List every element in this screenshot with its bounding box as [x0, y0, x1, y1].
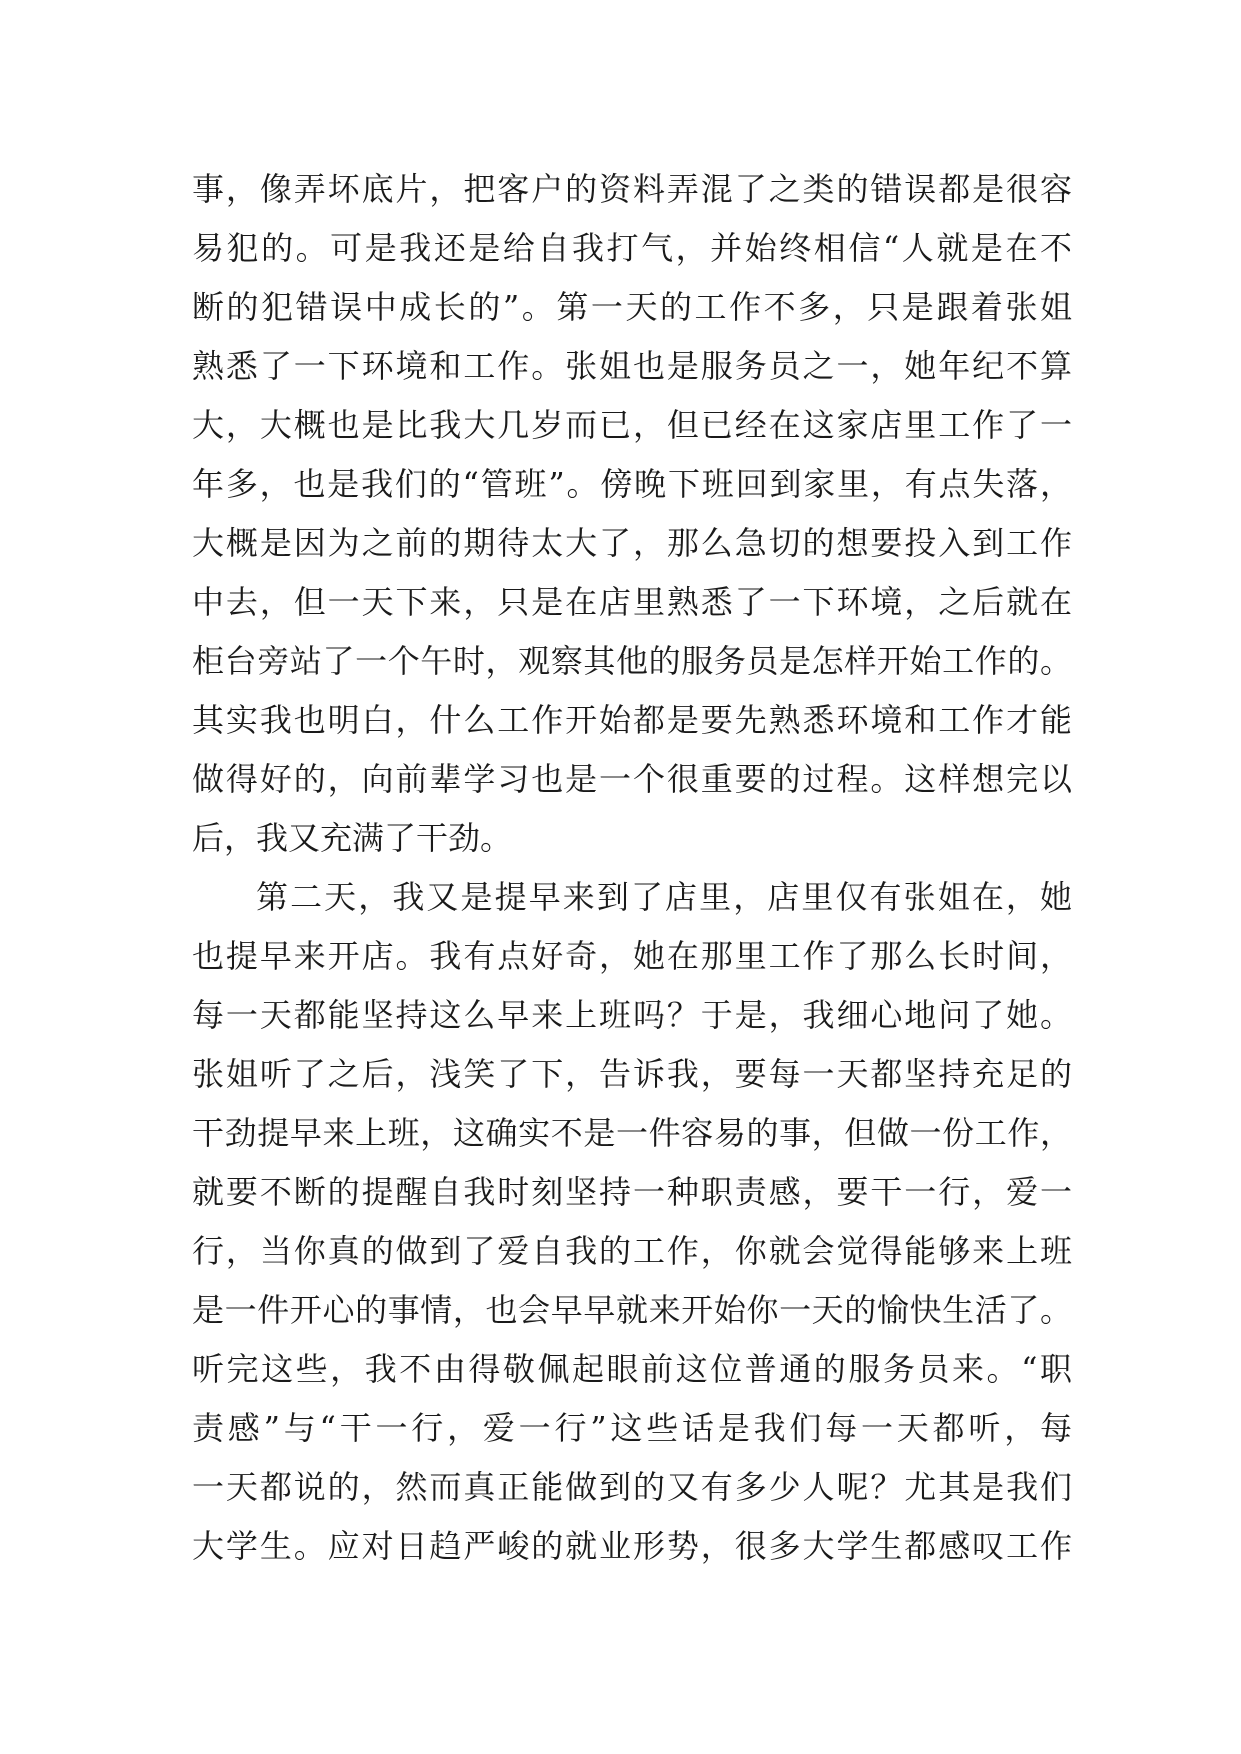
paragraph-1-line-11: 做得好的，向前辈学习也是一个很重要的过程。这样想完以 [192, 760, 1072, 798]
paragraph-1-line-2: 易犯的。可是我还是给自我打气，并始终相信“人就是在不 [192, 229, 1072, 267]
paragraph-1-line-3: 断的犯错误中成长的”。第一天的工作不多，只是跟着张姐 [192, 288, 1072, 326]
paragraph-1-line-8: 中去，但一天下来，只是在店里熟悉了一下环境，之后就在 [192, 583, 1072, 621]
paragraph-1-line-10: 其实我也明白，什么工作开始都是要先熟悉环境和工作才能 [192, 701, 1072, 739]
paragraph-2-line-12: 大学生。应对日趋严峻的就业形势，很多大学生都感叹工作 [192, 1527, 1072, 1565]
paragraph-2-line-2: 也提早来开店。我有点好奇，她在那里工作了那么长时间， [192, 937, 1072, 975]
paragraph-2-line-6: 就要不断的提醒自我时刻坚持一种职责感，要干一行，爱一 [192, 1173, 1072, 1211]
paragraph-1-line-5: 大，大概也是比我大几岁而已，但已经在这家店里工作了一 [192, 406, 1072, 444]
paragraph-1-line-4: 熟悉了一下环境和工作。张姐也是服务员之一，她年纪不算 [192, 347, 1072, 385]
paragraph-2-line-9: 听完这些，我不由得敬佩起眼前这位普通的服务员来。“职 [192, 1350, 1072, 1388]
paragraph-2-line-8: 是一件开心的事情，也会早早就来开始你一天的愉快生活了。 [192, 1291, 1072, 1329]
paragraph-2-line-5: 干劲提早来上班，这确实不是一件容易的事，但做一份工作， [192, 1114, 1072, 1152]
paragraph-1-line-6: 年多，也是我们的“管班”。傍晚下班回到家里，有点失落， [192, 465, 1072, 503]
paragraph-1-line-12: 后，我又充满了干劲。 [192, 819, 513, 857]
paragraph-2-line-4: 张姐听了之后，浅笑了下，告诉我，要每一天都坚持充足的 [192, 1055, 1072, 1093]
paragraph-2-line-11: 一天都说的，然而真正能做到的又有多少人呢？尤其是我们 [192, 1468, 1072, 1506]
paragraph-1-line-7: 大概是因为之前的期待太大了，那么急切的想要投入到工作 [192, 524, 1072, 562]
paragraph-2-line-1: 第二天，我又是提早来到了店里，店里仅有张姐在，她 [256, 878, 1072, 916]
paragraph-2-line-3: 每一天都能坚持这么早来上班吗？于是，我细心地问了她。 [192, 996, 1072, 1034]
paragraph-1-line-9: 柜台旁站了一个午时，观察其他的服务员是怎样开始工作的。 [192, 642, 1072, 680]
paragraph-2-line-7: 行，当你真的做到了爱自我的工作，你就会觉得能够来上班 [192, 1232, 1072, 1270]
paragraph-2-line-10: 责感”与“干一行，爱一行”这些话是我们每一天都听，每 [192, 1409, 1072, 1447]
paragraph-1-line-1: 事，像弄坏底片，把客户的资料弄混了之类的错误都是很容 [192, 170, 1072, 208]
body-text [192, 160, 1072, 1576]
